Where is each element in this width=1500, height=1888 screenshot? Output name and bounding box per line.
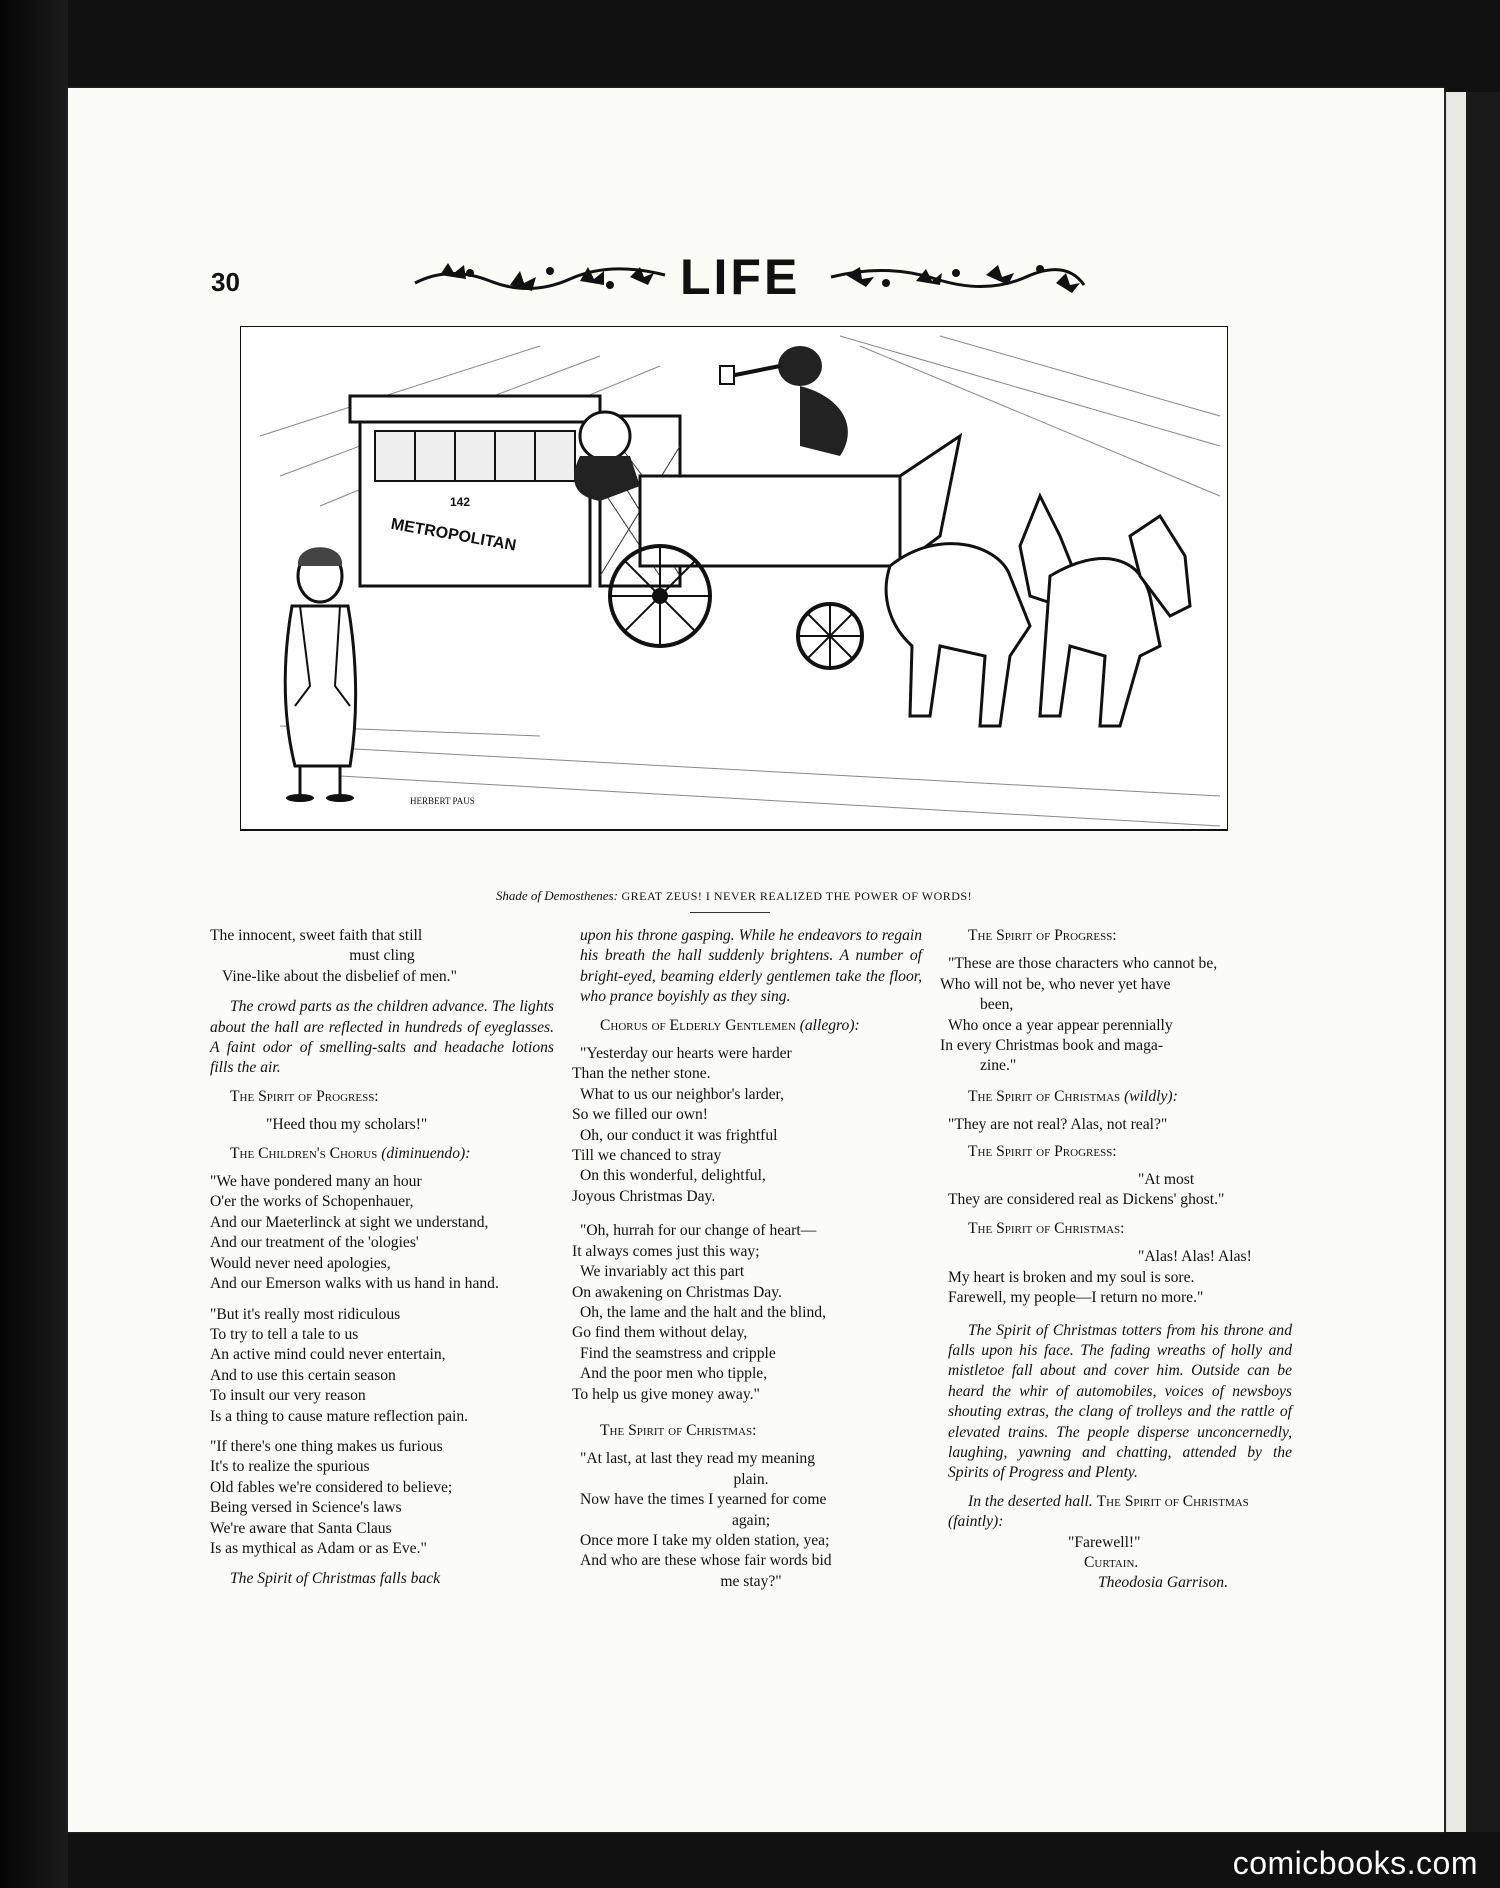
- stage-direction-closing: [948, 1492, 1292, 1533]
- speaker-name: The Spirit of Christmas:: [968, 1219, 1125, 1237]
- spoken-line: My heart is broken and my soul is sore.: [948, 1268, 1195, 1286]
- verse-line: Is a thing to cause mature reflection pain.: [210, 1407, 469, 1425]
- verse-line: been,: [980, 996, 1014, 1014]
- verse-line: Old fables we're considered to believe;: [210, 1478, 453, 1496]
- verse-line: And our Maeterlinck at sight we understand,: [210, 1213, 489, 1231]
- verse-line: Who will not be, who never yet have: [940, 975, 1171, 993]
- speaker-heading: [948, 1087, 1292, 1107]
- verse-line: Joyous Christmas Day.: [572, 1187, 716, 1205]
- scan-background: [0, 0, 68, 1888]
- verse-line: We're aware that Santa Claus: [210, 1519, 392, 1537]
- holly-ornament-left: [410, 255, 672, 295]
- speaker-heading: [210, 1144, 554, 1164]
- verse-line: "If there's one thing makes us furious: [210, 1437, 443, 1455]
- verse-line: "We have pondered many an hour: [210, 1173, 422, 1191]
- speaker-name: The Spirit of Progress:: [968, 1142, 1117, 1160]
- verse-line: me stay?": [720, 1572, 782, 1590]
- verse-line: Is as mythical as Adam or as Eve.": [210, 1539, 427, 1557]
- spoken-line: "They are not real? Alas, not real?": [948, 1116, 1168, 1134]
- speaker-heading: [948, 1219, 1292, 1239]
- verse-line: Now have the times I yearned for come: [580, 1491, 827, 1509]
- verse-line: In every Christmas book and maga-: [940, 1037, 1164, 1055]
- spoken-line: "At most: [1138, 1171, 1195, 1189]
- verse-line: Go find them without delay,: [572, 1324, 748, 1342]
- illustration-caption: [240, 888, 1228, 904]
- speaker-name: The Spirit of Christmas: [1096, 1492, 1249, 1510]
- verse-line: "Yesterday our hearts were harder: [580, 1045, 792, 1063]
- verse-line: It always comes just this way;: [572, 1242, 760, 1260]
- verse-stanza: [210, 1437, 554, 1559]
- text-column-2: [572, 926, 922, 1602]
- verse-line: So we filled our own!: [572, 1106, 708, 1124]
- verse-line: On this wonderful, delightful,: [580, 1167, 766, 1185]
- verse-line: On awakening on Christmas Day.: [572, 1283, 782, 1301]
- verse-stanza: [572, 1221, 922, 1405]
- verse-line: O'er the works of Schopenhauer,: [210, 1193, 414, 1211]
- verse-line: Would never need apologies,: [210, 1254, 391, 1272]
- stage-direction: The crowd parts as the children advance. The lights about the hall are reflected in hundreds of eyeglasses. A faint odor of smelling-salts and headache lotions fills the air.: [210, 998, 554, 1077]
- spoken-line: "Farewell!": [1068, 1533, 1141, 1551]
- verse-line: And our treatment of the 'ologies': [210, 1234, 419, 1252]
- verse-line: What to us our neighbor's larder,: [580, 1085, 784, 1103]
- speaker-heading: [948, 926, 1292, 946]
- stage-direction: In the deserted hall.: [968, 1492, 1093, 1510]
- verse-line: "These are those characters who cannot be,: [948, 955, 1218, 973]
- verse-line: An active mind could never entertain,: [210, 1346, 446, 1364]
- masthead-title: LIFE: [680, 249, 801, 305]
- caption-rule: [690, 912, 770, 913]
- verse-line: Oh, our conduct it was frightful: [580, 1126, 778, 1144]
- verse-line: To help us give money away.": [572, 1385, 760, 1403]
- caption-speaker: Shade of Demosthenes:: [495, 888, 618, 903]
- speaker-heading: [580, 1016, 922, 1036]
- verse-line: To insult our very reason: [210, 1387, 366, 1405]
- speaker-direction: (faintly):: [948, 1513, 1004, 1531]
- verse-line: Once more I take my olden station, yea;: [580, 1531, 830, 1549]
- artist-signature: HERBERT PAUS: [410, 796, 475, 806]
- stage-direction: upon his throne gasping. While he endeavors to regain his breath the hall suddenly brightens. A number of bright-eyed, beaming elderly gentlemen take the floor, who prance boyishly as they sing.: [580, 927, 922, 1006]
- scan-background-right: [1466, 92, 1500, 1832]
- speaker-heading: [580, 1421, 922, 1441]
- facing-page-edge: [1444, 92, 1468, 1832]
- verse-line: Vine-like about the disbelief of men.": [222, 967, 457, 985]
- holly-ornament-right: [826, 255, 1088, 295]
- stage-direction: The Spirit of Christmas totters from his throne and falls upon his face. The fading wreaths of holly and mistletoe fall about and cover him. Outside can be heard the whir of automobiles, voices of newsboys shouting extras, the clang of trolleys and the rattle of elevated trains. The people disperse unconcernedly, laughing, yawning and chatting, attended by the Spirits of Progress and Plenty.: [948, 1321, 1292, 1482]
- verse-line: "But it's really most ridiculous: [210, 1305, 401, 1323]
- verse-stanza: [210, 1305, 554, 1427]
- speaker-name: The Children's Chorus: [230, 1144, 378, 1162]
- speaker-name: The Spirit of Progress:: [230, 1087, 379, 1105]
- stage-direction: The Spirit of Christmas falls back: [230, 1570, 441, 1588]
- verse-line: "At last, at last they read my meaning: [580, 1450, 816, 1468]
- text-column-3: [940, 926, 1292, 1594]
- verse-line: To try to tell a tale to us: [210, 1325, 359, 1343]
- verse-line: The innocent, sweet faith that still: [210, 927, 423, 944]
- spoken-line: "Heed thou my scholars!": [266, 1116, 428, 1134]
- verse-stanza: [210, 1172, 554, 1294]
- spoken-line: They are considered real as Dickens' ghost.": [948, 1191, 1225, 1209]
- speaker-name: The Spirit of Christmas: [968, 1087, 1121, 1105]
- verse-line: Find the seamstress and cripple: [580, 1344, 776, 1362]
- speaker-direction: (wildly):: [1124, 1087, 1178, 1105]
- verse-line: And the poor men who tipple,: [580, 1365, 768, 1383]
- watermark: comicbooks.com: [1232, 1845, 1478, 1881]
- verse-line: It's to realize the spurious: [210, 1458, 370, 1476]
- cartoon-illustration: [240, 326, 1228, 876]
- speaker-heading: [948, 1142, 1292, 1162]
- verse-line: Than the nether stone.: [572, 1065, 711, 1083]
- car-sign: METROPOLITAN: [389, 515, 518, 555]
- verse-line: plain.: [733, 1470, 769, 1488]
- text-column-1: [210, 926, 554, 1598]
- page-number: 30: [211, 267, 240, 297]
- verse-line: And our Emerson walks with us hand in hand.: [210, 1275, 499, 1293]
- verse-line: again;: [731, 1511, 771, 1529]
- verse-line: Till we chanced to stray: [572, 1147, 722, 1165]
- speaker-name: The Spirit of Christmas:: [600, 1421, 757, 1439]
- verse-line: "Oh, hurrah for our change of heart—: [580, 1222, 817, 1240]
- verse-line: Oh, the lame and the halt and the blind,: [580, 1303, 826, 1321]
- verse-line: And to use this certain season: [210, 1366, 396, 1384]
- speaker-name: The Spirit of Progress:: [968, 927, 1117, 944]
- speaker-direction: (diminuendo):: [381, 1144, 471, 1162]
- author-signature: Theodosia Garrison.: [1098, 1574, 1228, 1592]
- spoken-line: "Alas! Alas! Alas!: [1138, 1248, 1252, 1266]
- speaker-name: Chorus of Elderly Gentlemen: [600, 1016, 796, 1034]
- verse-stanza: [572, 1044, 922, 1207]
- speaker-heading: [210, 1087, 554, 1107]
- verse-line: Who once a year appear perennially: [948, 1016, 1173, 1034]
- speaker-direction: (allegro):: [799, 1016, 860, 1034]
- spoken-line: Farewell, my people—I return no more.": [948, 1289, 1204, 1307]
- car-number-top: 142: [450, 495, 471, 509]
- verse-stanza: [940, 954, 1292, 1076]
- verse-line: zine.": [980, 1057, 1017, 1075]
- caption-text: GREAT ZEUS! I NEVER REALIZED THE POWER OF WORDS!: [621, 889, 973, 903]
- curtain: Curtain.: [1084, 1553, 1139, 1571]
- verse-line: must cling: [349, 947, 415, 965]
- verse-line: We invariably act this part: [580, 1263, 745, 1281]
- verse-stanza: [580, 1449, 922, 1592]
- verse-line: Being versed in Science's laws: [210, 1499, 402, 1517]
- verse-line: And who are these whose fair words bid: [580, 1552, 832, 1570]
